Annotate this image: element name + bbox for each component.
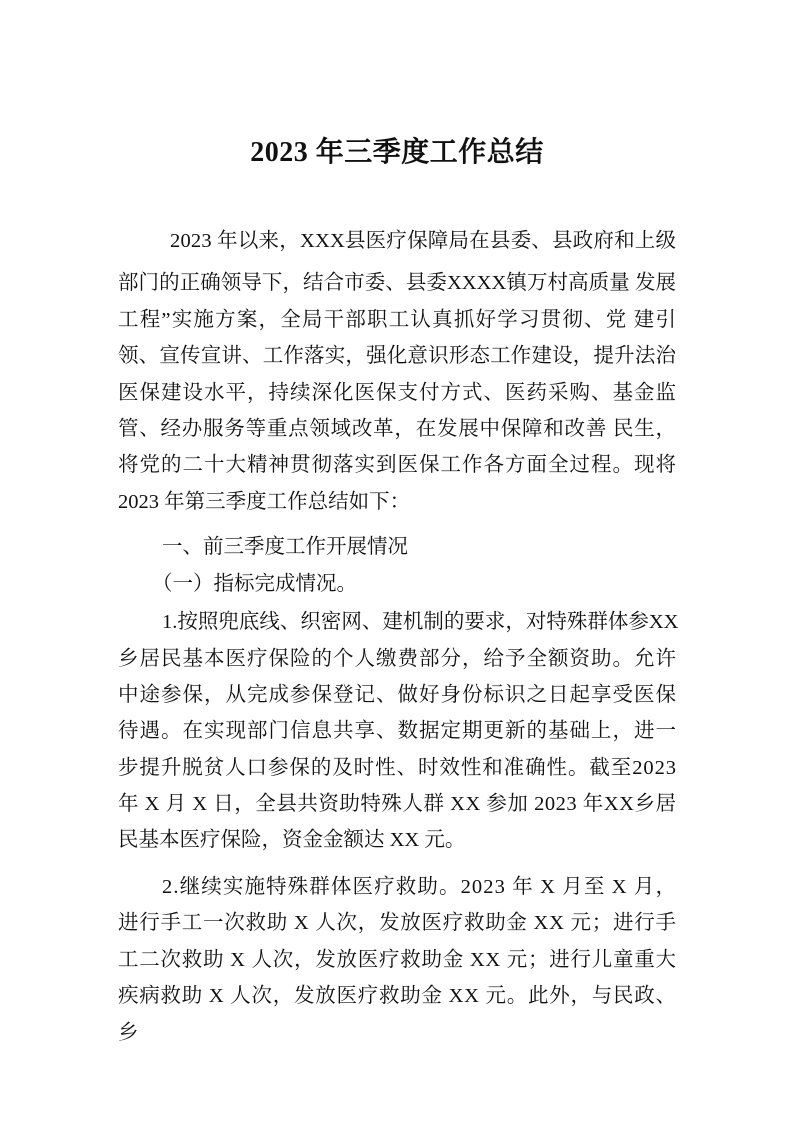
text-line: 疾病救助 X 人次，发放医疗救助金 XX 元。此外，与民政、 xyxy=(118,985,677,1007)
text-line: 2023 年第三季度工作总结如下： xyxy=(118,491,411,513)
text-line: 2.继续实施特殊群体医疗救助。2023 年 X 月至 X 月， xyxy=(162,876,678,898)
text-line: 中途参保，从完成参保登记、做好身份标识之日起享受医保 xyxy=(118,684,677,706)
text-line: 年 X 月 X 日，全县共资助特殊人群 XX 参加 2023 年XX乡居 xyxy=(118,793,677,815)
text-line: 工程”实施方案，全局干部职工认真抓好学习贯彻、党 建引 xyxy=(118,309,678,331)
text-line: 乡 xyxy=(118,1022,139,1044)
text-line: 部门的正确领导下，结合市委、县委XXXX镇万村高质量 发展 xyxy=(118,272,677,294)
document-title: 2023 年三季度工作总结 xyxy=(250,137,544,168)
text-line: 进行手工一次救助 X 人次，发放医疗救助金 XX 元；进行手 xyxy=(118,912,677,934)
text-line: 工二次救助 X 人次，发放医疗救助金 XX 元；进行儿童重大 xyxy=(118,949,677,971)
text-line: 民基本医疗保险，资金金额达 XX 元。 xyxy=(118,829,466,851)
text-line: 管、经办服务等重点领域改革，在发展中保障和改善 民生， xyxy=(118,418,677,440)
text-line: 乡居民基本医疗保险的个人缴费部分，给予全额资助。允许 xyxy=(118,648,677,670)
text-line: 待遇。在实现部门信息共享、数据定期更新的基础上，进一 xyxy=(118,720,677,742)
text-line: 将党的二十大精神贯彻落实到医保工作各方面全过程。现将 xyxy=(118,454,677,476)
text-line: 一、前三季度工作开展情况 xyxy=(162,536,408,558)
text-line: 步提升脱贫人口参保的及时性、时效性和准确性。截至2023 xyxy=(118,757,677,779)
text-line: （一）指标完成情况。 xyxy=(152,573,357,595)
text-line: 2023 年以来，XXX县医疗保障局在县委、县政府和上级 xyxy=(170,230,677,252)
text-line: 1.按照兜底线、织密网、建机制的要求，对特殊群体参XX xyxy=(162,611,679,633)
text-line: 医保建设水平，持续深化医保支付方式、医药采购、基金监 xyxy=(118,382,677,404)
text-line: 领、宣传宣讲、工作落实，强化意识形态工作建设，提升法治 xyxy=(118,345,677,367)
